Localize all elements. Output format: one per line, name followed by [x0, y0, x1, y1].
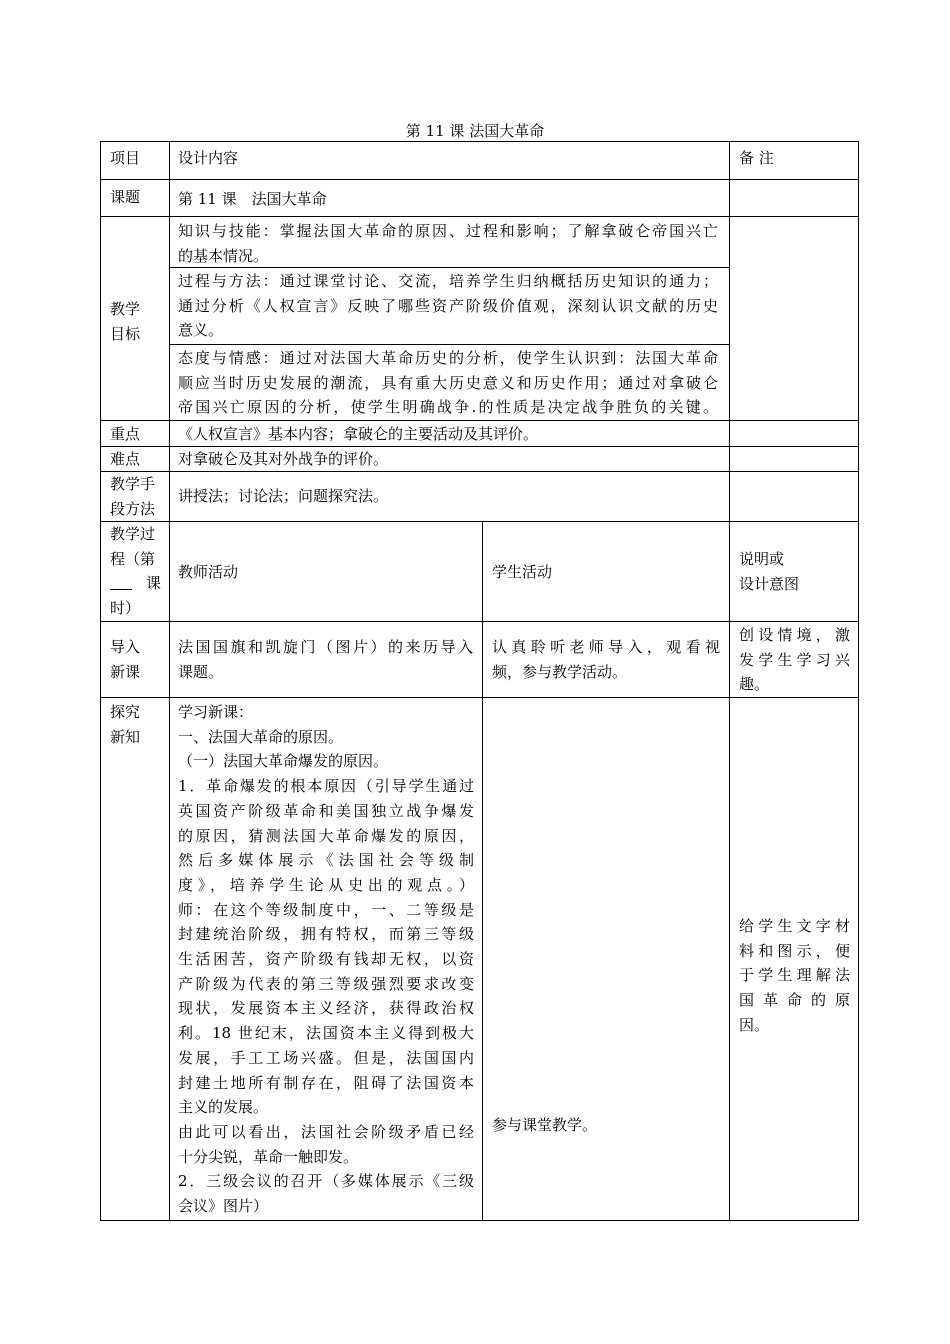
goal-process: [178, 269, 718, 343]
lesson-number-blank: [110, 575, 132, 590]
goal-knowledge-line: 的基本情况。: [178, 246, 269, 265]
rule-goal-2: [169, 344, 729, 345]
explore-teacher-line: 然后多媒体展示《法国社会等级制: [178, 851, 474, 870]
goal-process-line: 意义。: [178, 321, 224, 340]
header-note: 备 注: [739, 149, 774, 167]
explore-teacher-line: 封建统治阶级，拥有特权，而第三等级: [178, 925, 474, 944]
rule-top: [100, 141, 859, 142]
explore-note-line: 给学生文字材: [739, 917, 850, 935]
explore-teacher-line: 1．革命爆发的根本原因（引导学生通过: [178, 777, 474, 796]
header-item: 项目: [110, 149, 141, 167]
intro-note-line: 创设情境，激: [739, 626, 850, 644]
goal-attitude-line: 顺应当时历史发展的潮流，具有重大历史意义和历史作用；通过对拿破仑: [178, 373, 718, 392]
explore-teacher-line: 的原因，猜测法国大革命爆发的原因，: [178, 826, 474, 845]
method-label-line: 教学手: [110, 475, 156, 493]
goals-label: [110, 297, 140, 346]
explore-teacher-line: 现状，发展资本主义经济，获得政治权: [178, 999, 474, 1018]
process-label-line: 时）: [110, 599, 141, 618]
key-point-label: 重点: [110, 425, 141, 443]
note-header-line: 设计意图: [739, 574, 800, 593]
explore-teacher-line: （一）法国大革命爆发的原因。: [178, 752, 389, 771]
explore-note: [739, 914, 850, 1038]
rule-intro: [100, 697, 859, 698]
explore-teacher-line: 封建土地所有制存在，阻碍了法国资本: [178, 1073, 474, 1092]
explore-teacher-line: 利。18 世纪末，法国资本主义得到极大: [178, 1024, 474, 1043]
rule-right: [858, 141, 859, 1221]
teacher-activity-header: 教师活动: [178, 563, 239, 581]
intro-label-line: 新课: [110, 662, 141, 681]
explore-label-line: 新知: [110, 727, 141, 746]
explore-note-line: 因。: [739, 1015, 770, 1034]
explore-teacher-line: 产阶级为代表的第三等级强烈要求改变: [178, 974, 474, 993]
explore-teacher-line: 主义的发展。: [178, 1098, 269, 1117]
goal-process-line: 过程与方法：通过课堂讨论、交流，培养学生归纳概括历史知识的通力；: [178, 272, 718, 290]
explore-teacher-line: 英国资产阶级革命和美国独立战争爆发: [178, 801, 474, 820]
method-label-line: 段方法: [110, 499, 156, 518]
note-header: [739, 547, 799, 596]
rule-header: [100, 179, 859, 180]
rule-bottom: [100, 1220, 859, 1221]
explore-teacher-line: 学习新课：: [178, 703, 254, 721]
goal-attitude-line: 态度与情感：通过对法国大革命历史的分析，使学生认识到：法国大革命: [178, 349, 718, 367]
goal-knowledge: [178, 219, 718, 268]
process-label-line: 教学过: [110, 525, 156, 543]
process-label-line: [110, 571, 161, 596]
explore-teacher-line: 发展，手工工场兴盛。但是，法国国内: [178, 1048, 474, 1067]
rule-method: [100, 521, 859, 522]
intro-note-line: 趣。: [739, 675, 770, 694]
process-label-line: 程（第: [110, 549, 156, 568]
explore-teacher: [178, 700, 474, 1219]
intro-note: [739, 623, 850, 697]
explore-teacher-line: 十分尖锐，革命一触即发。: [178, 1147, 359, 1166]
intro-teacher: [178, 635, 473, 684]
student-activity-header: 学生活动: [492, 563, 553, 581]
explore-teacher-line: 师：在这个等级制度中，一、二等级是: [178, 900, 474, 919]
intro-label-line: 导入: [110, 638, 141, 656]
method-label: [110, 472, 155, 521]
intro-student-line: 认真聆听老师导入，观看视: [492, 638, 720, 656]
explore-teacher-line: 由此可以看出，法国社会阶级矛盾已经: [178, 1122, 474, 1141]
rule-label-col: [169, 141, 170, 1221]
explore-teacher-line: 生活困苦，资产阶级有钱却无权，以资: [178, 950, 474, 969]
explore-note-line: 于学生理解法: [739, 966, 850, 985]
note-header-line: 说明或: [739, 550, 785, 568]
explore-teacher-line: 2．三级会议的召开（多媒体展示《三级: [178, 1172, 474, 1191]
intro-label: [110, 635, 140, 684]
goal-attitude: [178, 346, 718, 420]
goal-process-line: 通过分析《人权宣言》反映了哪些资产阶级价值观，深刻认识文献的历史: [178, 296, 718, 315]
key-point-value: 《人权宣言》基本内容；拿破仑的主要活动及其评价。: [178, 425, 539, 443]
explore-teacher-line: 一、法国大革命的原因。: [178, 727, 344, 746]
explore-label-line: 探究: [110, 703, 141, 721]
explore-note-line: 国革命的原: [739, 991, 850, 1010]
header-content: 设计内容: [178, 149, 239, 167]
difficulty-value: 对拿破仑及其对外战争的评价。: [178, 450, 389, 468]
document-title: 第 11 课 法国大革命: [405, 122, 545, 140]
method-value: 讲授法；讨论法；问题探究法。: [178, 487, 389, 505]
intro-teacher-line: 法国国旗和凯旋门（图片）的来历导入: [178, 638, 473, 656]
goal-attitude-line: 帝国兴亡原因的分析，使学生明确战争.的性质是决定战争胜负的关键。: [178, 398, 718, 417]
rule-note-col: [729, 141, 730, 1221]
explore-student: 参与课堂教学。: [492, 1116, 598, 1134]
rule-student-col: [482, 521, 483, 1221]
intro-student-line: 频，参与教学活动。: [492, 662, 628, 681]
difficulty-label: 难点: [110, 450, 141, 468]
rule-left: [100, 141, 101, 1221]
rule-process-header: [100, 621, 859, 622]
explore-teacher-line: 会议》图片）: [178, 1197, 269, 1216]
explore-label: [110, 700, 140, 749]
process-label-lesson: 课: [146, 574, 162, 593]
topic-value: 第 11 课 法国大革命: [178, 190, 327, 208]
intro-note-line: 发学生学习兴: [739, 650, 850, 669]
explore-teacher-line: 度》，培养学生论从史出的观点。）: [178, 875, 474, 894]
explore-note-line: 料和图示，便: [739, 941, 850, 960]
intro-teacher-line: 课题。: [178, 662, 224, 681]
topic-label: 课题: [110, 188, 141, 206]
goals-label-line: 目标: [110, 324, 141, 343]
rule-topic: [100, 216, 859, 217]
intro-student: [492, 635, 720, 684]
goal-knowledge-line: 知识与技能：掌握法国大革命的原因、过程和影响；了解拿破仑帝国兴亡: [178, 222, 718, 240]
goals-label-line: 教学: [110, 300, 141, 318]
rule-goals: [100, 420, 859, 421]
process-label: [110, 522, 161, 621]
